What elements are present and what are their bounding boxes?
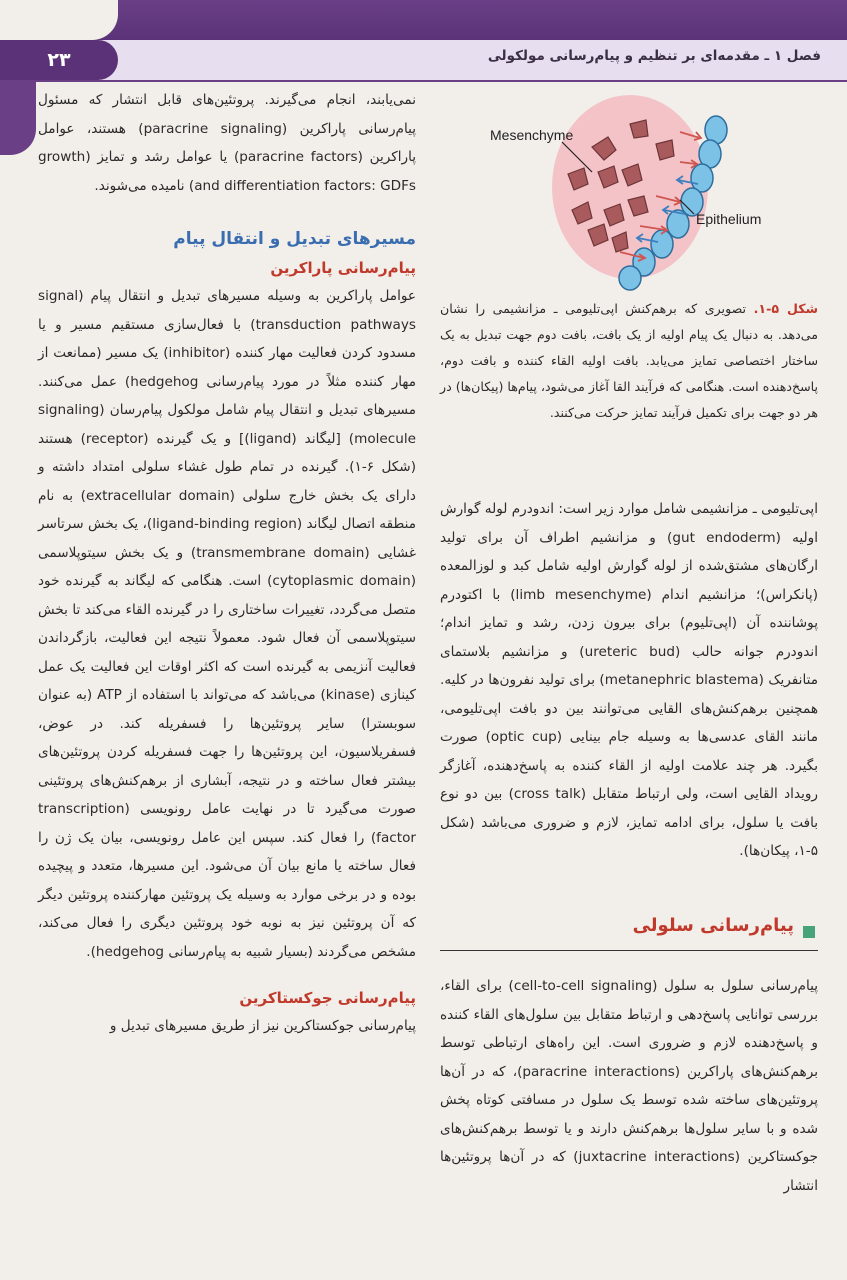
right-column: [440, 495, 818, 866]
chapter-title: فصل ۱ ـ مقدمه‌ای بر تنظیم و پیام‌رسانی مولکولی: [487, 48, 821, 64]
paracrine-paragraph: عوامل پاراکرین به وسیله مسیرهای تبدیل و انتقال پیام (signal transduction pathways) با فعال‌سازی مستقیم مسیر و یا مسدود کردن فعالیت مهار کننده (inhibitor) یک مسیر (ممانعت از مهار کننده مثلاً در مورد پیام‌رسانی hedgehog) عمل می‌کنند. مسیرهای تبدیل و انتقال پیام شامل مولکول پیام‌رسان (signaling molecule) [لیگاند (ligand)] و یک گیرنده (receptor) هستند (شکل ۶-۱). گیرنده در تمام طول غشاء سلولی امتداد داشته و دارای یک بخش خارج سلولی (extracellular domain) به نام منطقه اتصال لیگاند (ligand-binding region)، یک بخش سرتاسر غشایی (transmembrane domain) و یک بخش سیتوپلاسمی (cytoplasmic domain) است. هنگامی که لیگاند به گیرنده خود متصل می‌گردد، تغییرات ساختاری را در گیرنده القاء می‌کند تا بخش سیتوپلاسمی آن فعال شود. معمولاً نتیجه این فعالیت، بازگرداندن فعالیت آنزیمی به گیرنده است که اکثر اوقات این فعالیت یک عمل کینازی (kinase) می‌باشد که می‌تواند با استفاده از ATP (به عنوان سوبسترا) سایر پروتئین‌ها را فسفریله کند. در عوض، فسفریلاسیون، این پروتئین‌ها را جهت فسفریله کردن پروتئین‌های بیشتر فعال ساخته و در نتیجه، آبشاری از برهم‌کنش‌های پروتئینی صورت می‌گیرد تا در نهایت عامل رونویسی (transcription factor) را فعال کند. سپس این عامل رونویسی، بیان یک ژن را فعال ساخته یا مانع بیان آن می‌شود. این مسیرها، متعدد و پیچیده بوده و در برخی موارد به وسیله یک پروتئین مهارکننده پروتئین دیگر که آن پروتئین نیز به نوبه خود پروتئین دیگری را فعال می‌کند، مشخص می‌گردند (بسیار شبیه به پیام‌رسانی hedgehog).: [37, 288, 417, 960]
figure-epithelial-mesenchymal: [470, 92, 816, 292]
caption-text: تصویری که برهم‌کنش اپی‌تلیومی ـ مزانشیمی را نشان می‌دهد. به دنبال یک پیام اولیه از یک بافت، بافت دوم جهت تبدیل به یک ساختار اختصاصی تمایز می‌یابد. بافت اولیه القاء کننده و بافت دوم، پاسخ‌دهنده است. هنگامی که فرآیند القا آغاز می‌شود، پیام‌ها (پیکان‌ها) در هر دو جهت برای تکمیل فرآیند تمایز حرکت می‌کنند.: [440, 301, 818, 420]
heading-rule: [440, 950, 818, 951]
subsection-title-juxtacrine: پیام‌رسانی جوکستاکرین: [239, 989, 416, 1007]
page-number: ۲۳: [0, 40, 118, 80]
caption-label: شکل ۵-۱.: [753, 301, 818, 316]
cell-signaling-paragraph: پیام‌رسانی سلول به سلول (cell-to-cell signaling) برای القاء، بررسی توانایی پاسخ‌دهی و ارتباط متقابل بین سلول‌های القاء کننده و پاسخ‌دهنده لازم و ضروری است. این راه‌های ارتباطی توسط برهم‌کنش‌های پاراکرین (paracrine interactions)، که در آن‌ها پروتئین‌های ساخته شده توسط یک سلول در مسافتی کوتاه پخش شده و با سایر سلول‌ها برهم‌کنش دارند و یا توسط برهم‌کنش‌های جوکستاکرین (juxtacrine interactions) که در آن‌ها پروتئین‌ها انتشار: [440, 978, 819, 1194]
juxtacrine-paragraph: پیام‌رسانی جوکستاکرین نیز از طریق مسیرهای تبدیل و: [109, 1018, 416, 1034]
left-column: [38, 86, 416, 1041]
figure-caption: [440, 296, 818, 426]
cell-signaling-section: [440, 972, 818, 1200]
cell-signaling-heading: [440, 912, 818, 952]
heading-bullet-icon: [803, 926, 815, 938]
subsection-title-paracrine: پیام‌رسانی پاراکرین: [270, 259, 416, 277]
intro-paragraph: نمی‌یابند، انجام می‌گیرند. پروتئین‌های قابل انتشار که مسئول پیام‌رسانی پاراکرین (paracrine signaling) هستند، عوامل پاراکرین (paracrine factors) یا عوامل رشد و تمایز (growth and differentiation factors: GDFs) نامیده می‌شوند.: [38, 92, 416, 194]
epithelium-label: Epithelium: [696, 211, 762, 227]
top-band: [0, 0, 847, 40]
figure-illustration: [470, 92, 816, 292]
top-band-notch: [0, 0, 118, 40]
cell-signaling-title: پیام‌رسانی سلولی: [632, 915, 794, 936]
side-tab-marker: [0, 80, 36, 155]
mesenchyme-label: Mesenchyme: [490, 127, 574, 143]
right-paragraph: اپی‌تلیومی ـ مزانشیمی شامل موارد زیر است: اندودرم لوله گوارش اولیه (gut endoderm) و مزانشیم اطراف آن برای تولید ارگان‌های مشتق‌شده از لوله گوارش اولیه شامل کبد و لوزالمعده (پانکراس)؛ مزانشیم اندام (limb mesenchyme) با اکتودرم پوشاننده آن (اپی‌تلیوم) برای بیرون زدن، رشد و تمایز اندام؛ اندودرم جوانه حالب (ureteric bud) و مزانشیم بلاستمای متانفریک (metanephric blastema) برای تولید نفرون‌ها در کلیه. همچنین برهم‌کنش‌های القایی می‌توانند بین دو بافت اپی‌تلیومی، مانند القای عدسی‌ها به وسیله جام بینایی (optic cup) صورت بگیرد. هر چند علامت اولیه از القاء کننده به پاسخ‌دهنده، آغازگر رویداد القایی است، ولی ارتباط متقابل (cross talk) بین دو نوع بافت یا سلول، برای ادامه تمایز، لازم و ضروری می‌باشد (شکل ۵-۱، پیکان‌ها).: [440, 501, 819, 859]
section-title: مسیرهای تبدیل و انتقال پیام: [173, 229, 416, 249]
